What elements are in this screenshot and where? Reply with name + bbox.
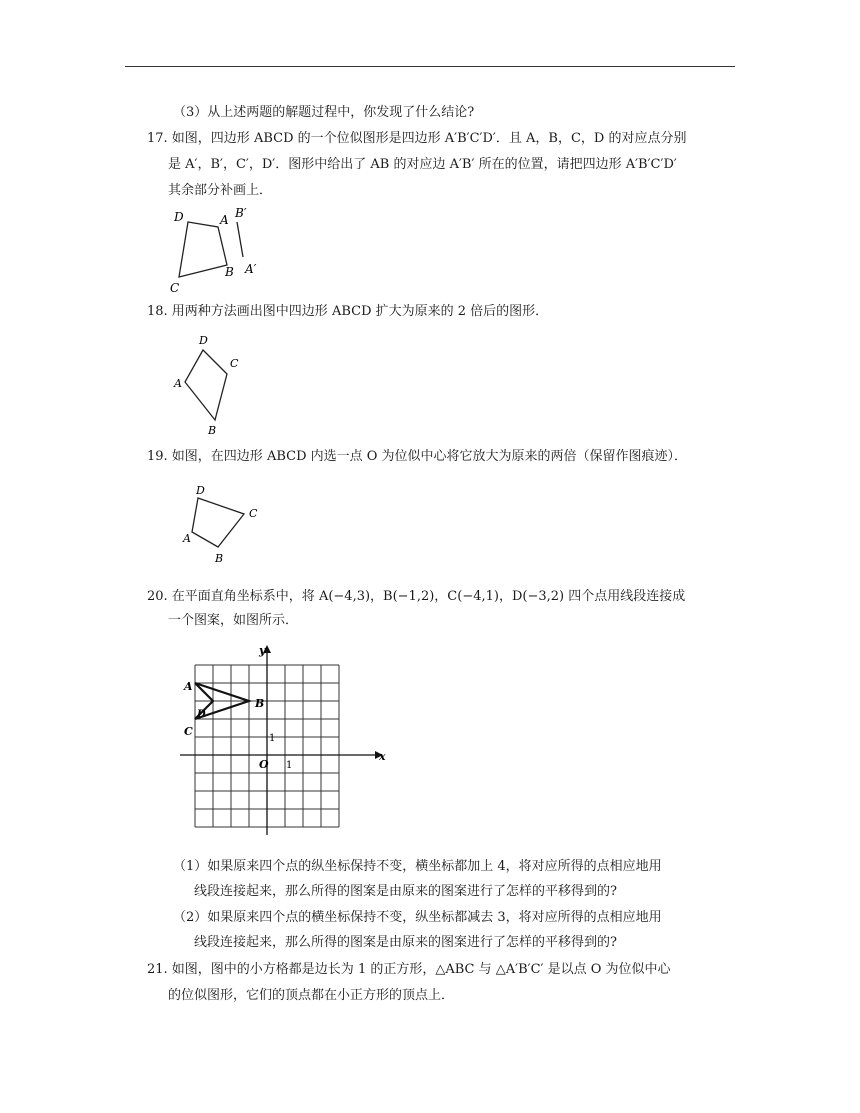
q17-figure <box>165 205 275 295</box>
q17-quad-abcd <box>179 222 227 277</box>
q19-figure <box>180 480 270 570</box>
q21-text-line2: 的位似图形，它们的顶点都在小正方形的顶点上． <box>168 988 455 1003</box>
q18-quad-abcd <box>185 350 227 420</box>
q16-sub3: （3）从上述两题的解题过程中，你发现了什么结论? <box>173 105 475 120</box>
q17-label-b: B <box>225 265 234 279</box>
q17-label-aprime: A′ <box>245 262 257 276</box>
q20-text-line1: 20. 在平面直角坐标系中，将 A(−4,3)，B(−1,2)，C(−4,1)，D(−3,2) 四个点用线段连接成 <box>147 589 686 604</box>
q17-label-a: A <box>220 213 229 227</box>
q20-label-b: B <box>255 697 265 710</box>
q20-label-d: D <box>197 709 206 720</box>
q17-text-line2: 是 A′，B′，C′，D′．图形中给出了 AB 的对应边 A′B′ 所在的位置，请把四边形 A′B′C′D′ <box>168 157 677 172</box>
q17-label-c: C <box>170 281 180 295</box>
q17-label-bprime: B′ <box>235 206 247 220</box>
q17-segment-apbp <box>237 222 243 257</box>
q20-label-a: A <box>184 680 193 693</box>
q20-label-c: C <box>184 725 193 738</box>
q20-sub2-line2: 线段连接起来，那么所得的图案是由原来的图案进行了怎样的平移得到的? <box>194 935 617 950</box>
q17-text-line3: 其余部分补画上． <box>168 183 273 198</box>
q18-text-line1: 18. 用两种方法画出图中四边形 ABCD 扩大为原来的 2 倍后的图形． <box>147 304 549 319</box>
q18-label-a: A <box>174 377 182 390</box>
q17-label-d: D <box>174 210 184 224</box>
q20-label-unit-y: 1 <box>269 733 276 744</box>
q20-sub1-line1: （1）如果原来四个点的纵坐标保持不变，横坐标都加上 4，将对应所得的点相应地用 <box>173 859 662 874</box>
q18-label-d: D <box>199 334 208 347</box>
q20-sub1-line2: 线段连接起来，那么所得的图案是由原来的图案进行了怎样的平移得到的? <box>194 884 617 899</box>
q19-label-b: B <box>215 552 224 565</box>
q20-sub2-line1: （2）如果原来四个点的横坐标保持不变，纵坐标都减去 3，将对应所得的点相应地用 <box>173 910 662 925</box>
q19-quad-abcd <box>192 498 244 547</box>
q19-label-a: A <box>183 532 191 545</box>
q19-label-d: D <box>196 484 205 497</box>
q20-label-y: y <box>259 644 266 657</box>
q18-label-c: C <box>230 357 239 370</box>
q18-label-b: B <box>208 424 217 437</box>
q20-label-unit-x: 1 <box>286 760 293 771</box>
q19-text-line1: 19. 如图，在四边形 ABCD 内选一点 O 为位似中心将它放大为原来的两倍（保留作图痕迹）． <box>147 449 688 464</box>
q20-label-x: x <box>379 750 386 763</box>
q18-figure <box>170 330 250 440</box>
q17-text-line1: 17. 如图，四边形 ABCD 的一个位似图形是四边形 A′B′C′D′．且 A，B，C，D 的对应点分别 <box>147 131 687 146</box>
q19-label-c: C <box>249 507 258 520</box>
q20-coordinate-grid <box>175 640 395 845</box>
q20-text-line2: 一个图案，如图所示． <box>168 613 299 628</box>
q21-text-line1: 21. 如图，图中的小方格都是边长为 1 的正方形，△ABC 与 △A′B′C′ 是以点 O 为位似中心 <box>147 962 671 977</box>
q20-label-origin: O <box>259 758 269 771</box>
header-rule <box>125 66 735 67</box>
